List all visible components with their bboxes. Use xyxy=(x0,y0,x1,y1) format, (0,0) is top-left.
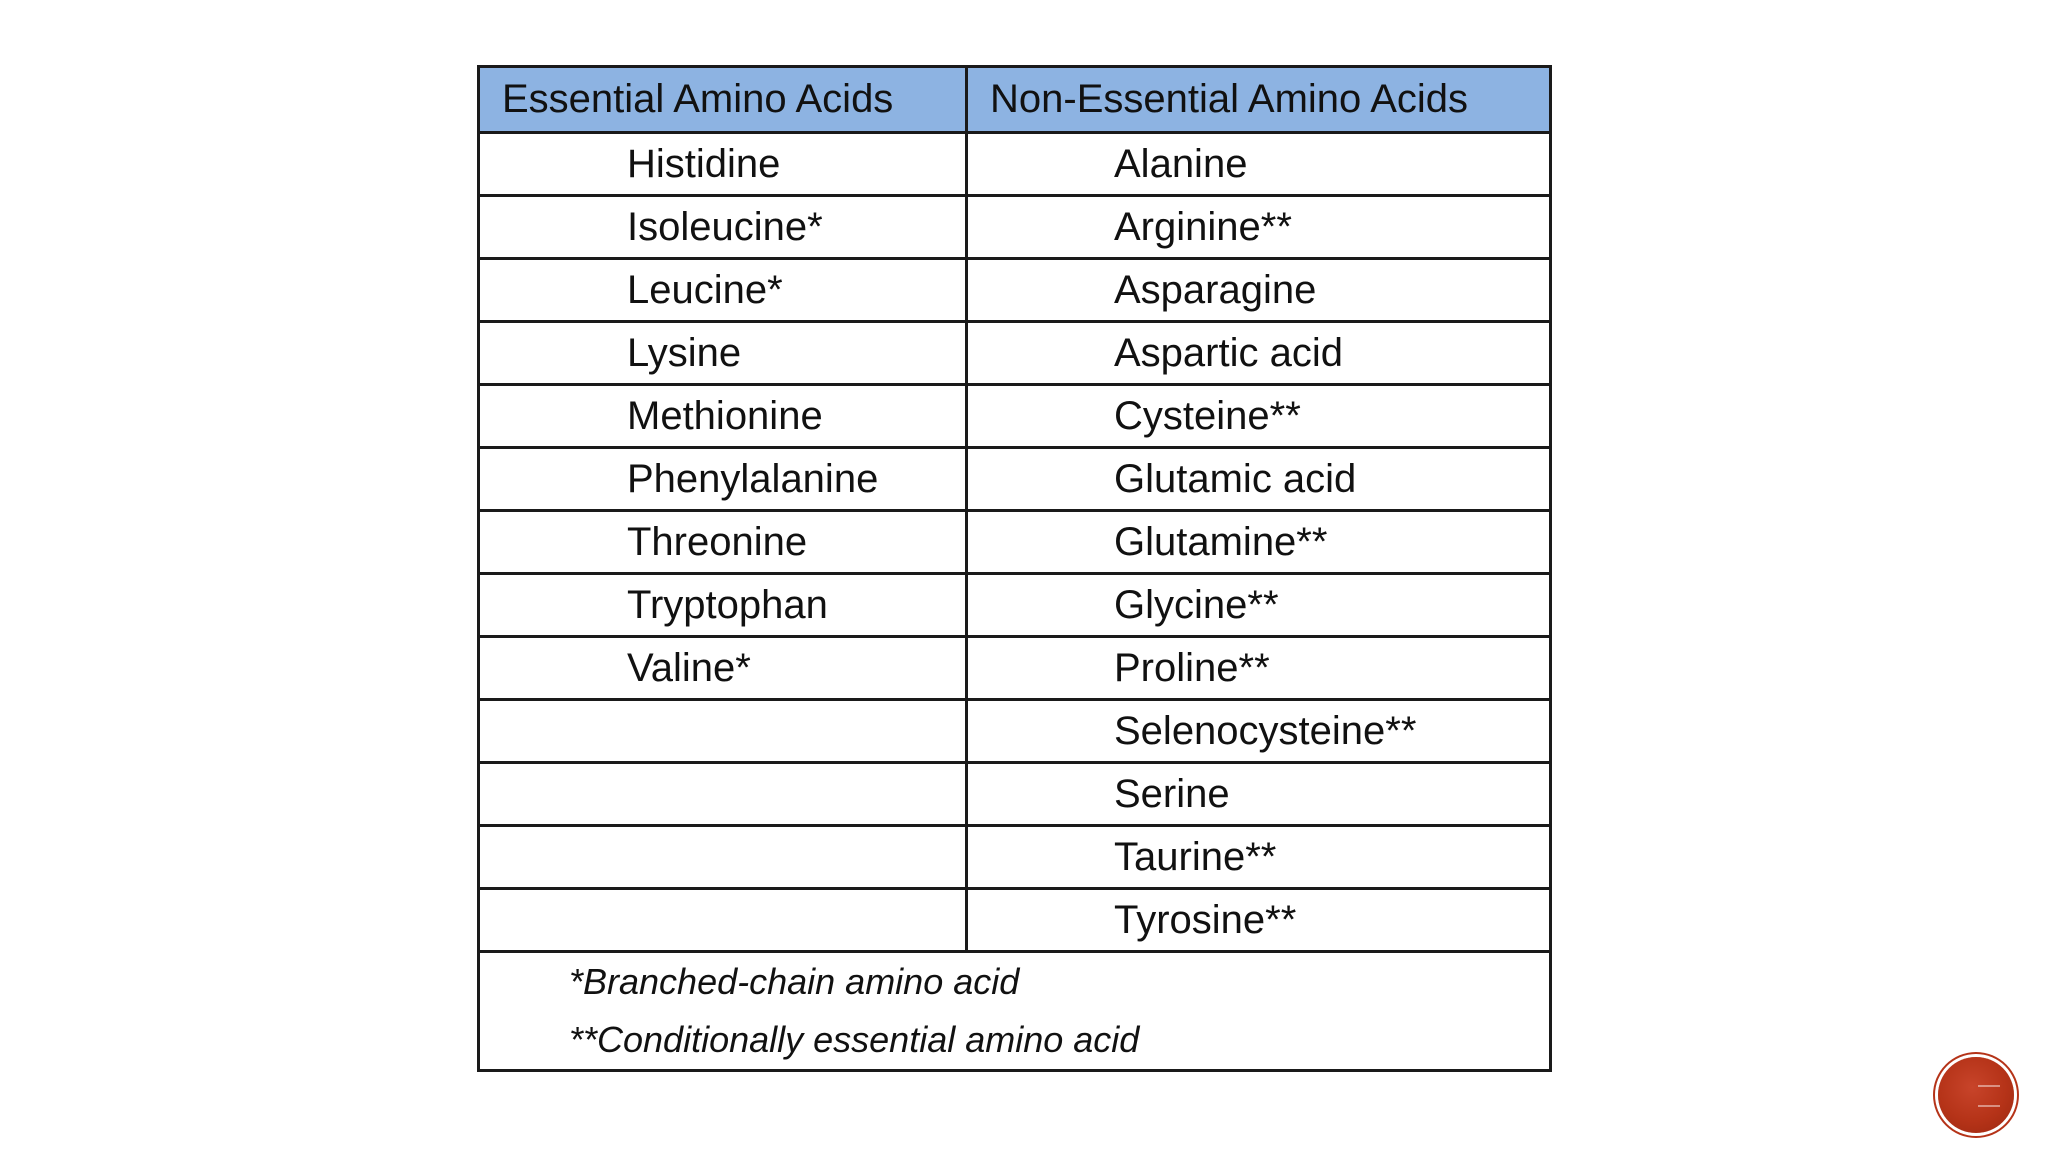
essential-cell xyxy=(479,700,967,763)
essential-cell: Phenylalanine xyxy=(479,448,967,511)
essential-cell: Leucine* xyxy=(479,259,967,322)
essential-cell: Isoleucine* xyxy=(479,196,967,259)
slide-nav-button[interactable] xyxy=(1938,1057,2014,1133)
footnote-branched-chain: *Branched-chain amino acid xyxy=(569,961,1020,1002)
table-row xyxy=(479,637,1551,700)
table-row xyxy=(479,700,1551,763)
table-row xyxy=(479,322,1551,385)
non-essential-cell: Alanine xyxy=(967,133,1551,196)
table-row xyxy=(479,574,1551,637)
non-essential-cell: Glutamine** xyxy=(967,511,1551,574)
table-row xyxy=(479,826,1551,889)
non-essential-cell: Aspartic acid xyxy=(967,322,1551,385)
essential-cell: Methionine xyxy=(479,385,967,448)
non-essential-cell: Selenocysteine** xyxy=(967,700,1551,763)
table-header-row xyxy=(479,67,1551,133)
essential-cell: Histidine xyxy=(479,133,967,196)
header-non-essential: Non-Essential Amino Acids xyxy=(967,67,1551,133)
footnote-row xyxy=(479,952,1551,1071)
table-row xyxy=(479,259,1551,322)
essential-cell xyxy=(479,889,967,952)
essential-cell: Threonine xyxy=(479,511,967,574)
non-essential-cell: Arginine** xyxy=(967,196,1551,259)
table-row xyxy=(479,511,1551,574)
table-row xyxy=(479,448,1551,511)
essential-cell xyxy=(479,826,967,889)
table-row xyxy=(479,889,1551,952)
amino-acids-table xyxy=(477,65,1552,1072)
table-row xyxy=(479,133,1551,196)
non-essential-cell: Glycine** xyxy=(967,574,1551,637)
header-essential: Essential Amino Acids xyxy=(479,67,967,133)
table-row xyxy=(479,196,1551,259)
slide-nav-button-icon xyxy=(1978,1085,2000,1107)
non-essential-cell: Proline** xyxy=(967,637,1551,700)
essential-cell xyxy=(479,763,967,826)
non-essential-cell: Serine xyxy=(967,763,1551,826)
footnotes-cell xyxy=(479,952,1551,1071)
non-essential-cell: Cysteine** xyxy=(967,385,1551,448)
table-row xyxy=(479,385,1551,448)
non-essential-cell: Taurine** xyxy=(967,826,1551,889)
essential-cell: Valine* xyxy=(479,637,967,700)
non-essential-cell: Asparagine xyxy=(967,259,1551,322)
non-essential-cell: Glutamic acid xyxy=(967,448,1551,511)
non-essential-cell: Tyrosine** xyxy=(967,889,1551,952)
footnote-conditionally-essential: **Conditionally essential amino acid xyxy=(569,1019,1140,1060)
table-row xyxy=(479,763,1551,826)
essential-cell: Tryptophan xyxy=(479,574,967,637)
essential-cell: Lysine xyxy=(479,322,967,385)
